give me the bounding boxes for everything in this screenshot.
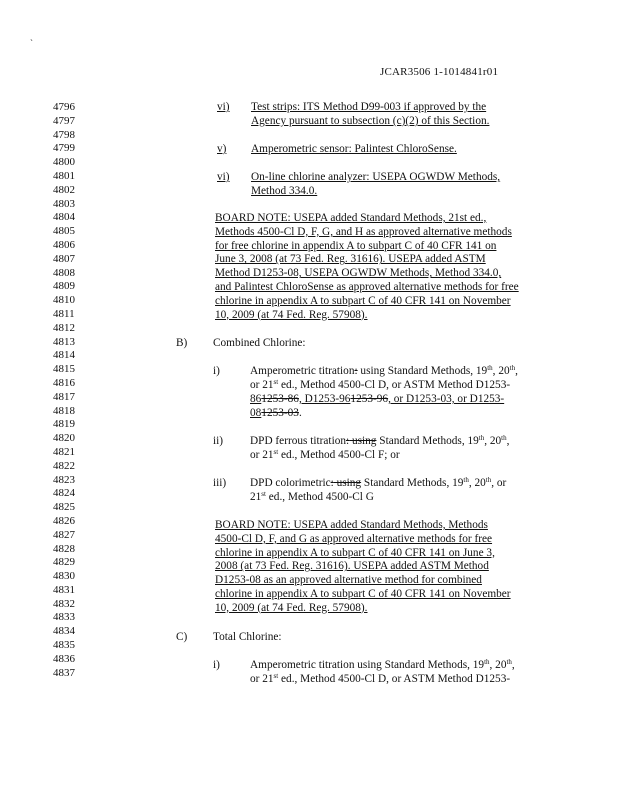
- line-number: 4837: [53, 666, 75, 679]
- document-header: JCAR3506 1-1014841r01: [380, 66, 499, 78]
- board-note-line: chlorine in appendix A to subpart C of 40 CFR 141 on November: [215, 294, 511, 307]
- line-number: 4835: [53, 639, 75, 652]
- line-number: 4822: [53, 459, 75, 472]
- line-number: 4800: [53, 156, 75, 169]
- line-number-gutter: [53, 101, 89, 680]
- line-number: 4819: [53, 418, 75, 431]
- line-number: 4825: [53, 501, 75, 514]
- item-number: i): [213, 659, 220, 671]
- line-number: 4796: [53, 101, 75, 113]
- line-number: 4830: [53, 570, 75, 583]
- item-number: vi): [217, 171, 230, 183]
- board-note-line: chlorine in appendix A to subpart C of 40 CFR 141 on June 3,: [215, 546, 495, 559]
- line-number: 4805: [53, 225, 75, 238]
- line-number: 4811: [53, 307, 75, 320]
- corner-mark: `: [30, 38, 33, 48]
- item-text: Test strips: ITS Method D99-003 if approved by the: [251, 101, 487, 113]
- line-number: 4801: [53, 169, 75, 182]
- item-text: DPD ferrous titration: using Standard Methods, 19th, 20th,: [250, 434, 510, 447]
- board-note-line: BOARD NOTE: USEPA added Standard Methods, 21st ed.,: [215, 212, 487, 224]
- board-note-line: BOARD NOTE: USEPA added Standard Methods, Methods: [215, 519, 488, 531]
- line-number: 4807: [53, 252, 75, 265]
- line-number: 4803: [53, 197, 75, 210]
- line-number: 4832: [53, 597, 75, 610]
- line-number: 4812: [53, 321, 75, 334]
- line-number: 4828: [53, 542, 75, 555]
- item-number: v): [217, 143, 227, 155]
- board-note-line: 10, 2009 (at 74 Fed. Reg. 57908).: [215, 308, 368, 321]
- item-number: i): [213, 365, 220, 377]
- item-text: or 21st ed., Method 4500-Cl F; or: [250, 448, 400, 461]
- item-text: Agency pursuant to subsection (c)(2) of this Section.: [251, 115, 490, 127]
- section-label: B): [176, 337, 188, 349]
- line-number: 4820: [53, 432, 75, 445]
- board-note-line: Method D1253-08, USEPA OGWDW Methods, Method 334.0,: [215, 267, 502, 280]
- line-number: 4806: [53, 238, 75, 251]
- section-title: Total Chlorine:: [213, 631, 282, 643]
- board-note-line: Methods 4500-Cl D, F, G, and H as approved alternative methods: [215, 225, 512, 238]
- line-number: 4834: [53, 625, 75, 638]
- line-number: 4818: [53, 404, 75, 417]
- line-number: 4827: [53, 528, 75, 541]
- line-number: 4810: [53, 294, 75, 307]
- line-number: 4816: [53, 376, 75, 389]
- line-number: 4833: [53, 611, 75, 624]
- item-text: Method 334.0.: [251, 185, 318, 197]
- line-number: 4821: [53, 445, 75, 458]
- line-number: 4808: [53, 266, 75, 279]
- board-note-line: and Palintest ChloroSense as approved alternative methods for free: [215, 281, 519, 293]
- line-number: 4836: [53, 652, 75, 665]
- line-number: 4815: [53, 363, 75, 376]
- line-number: 4829: [53, 556, 75, 569]
- item-text: On-line chlorine analyzer: USEPA OGWDW Methods,: [251, 171, 501, 183]
- line-number: 4804: [53, 211, 75, 224]
- item-text: 081253-03.: [250, 407, 302, 419]
- item-text: or 21st ed., Method 4500-Cl D, or ASTM Method D1253-: [250, 378, 511, 391]
- item-text: or 21st ed., Method 4500-Cl D, or ASTM Method D1253-: [250, 672, 511, 685]
- item-text: Amperometric titration using Standard Methods, 19th, 20th,: [250, 658, 515, 671]
- board-note-line: D1253-08 as an approved alternative method for combined: [215, 574, 482, 587]
- item-text: 861253-86, D1253-961253-96, or D1253-03, or D1253-: [250, 393, 505, 405]
- line-number: 4802: [53, 183, 75, 196]
- line-number: 4826: [53, 514, 75, 527]
- line-number: 4814: [53, 349, 75, 362]
- line-number: 4809: [53, 280, 75, 293]
- board-note-line: 4500-Cl D, F, and G as approved alternative methods for free: [215, 532, 493, 545]
- board-note-line: for free chlorine in appendix A to subpart C of 40 CFR 141 on: [215, 239, 497, 252]
- line-number: 4813: [53, 335, 75, 348]
- item-number: vi): [217, 101, 230, 113]
- item-text: 21st ed., Method 4500-Cl G: [250, 490, 374, 503]
- line-number: 4831: [53, 583, 75, 596]
- item-number: iii): [213, 477, 227, 489]
- line-number: 4823: [53, 473, 75, 486]
- item-text: Amperometric titration: using Standard Methods, 19th, 20th,: [250, 364, 518, 377]
- board-note-line: 10, 2009 (at 74 Fed. Reg. 57908).: [215, 601, 368, 614]
- item-text: Amperometric sensor: Palintest ChloroSense.: [251, 143, 457, 155]
- line-number: 4799: [53, 142, 75, 155]
- section-title: Combined Chlorine:: [213, 337, 306, 349]
- section-label: C): [176, 631, 188, 643]
- board-note-line: 2008 (at 73 Fed. Reg. 31616). USEPA added ASTM Method: [215, 560, 489, 573]
- line-number: 4797: [53, 114, 75, 127]
- item-text: DPD colorimetric: using Standard Methods, 19th, 20th, or: [250, 476, 507, 489]
- line-number: 4817: [53, 390, 75, 403]
- board-note-line: June 3, 2008 (at 73 Fed. Reg. 31616). USEPA added ASTM: [215, 253, 486, 266]
- item-number: ii): [213, 435, 224, 447]
- line-number: 4798: [53, 128, 75, 141]
- line-number: 4824: [53, 487, 75, 500]
- board-note-line: chlorine in appendix A to subpart C of 40 CFR 141 on November: [215, 588, 511, 600]
